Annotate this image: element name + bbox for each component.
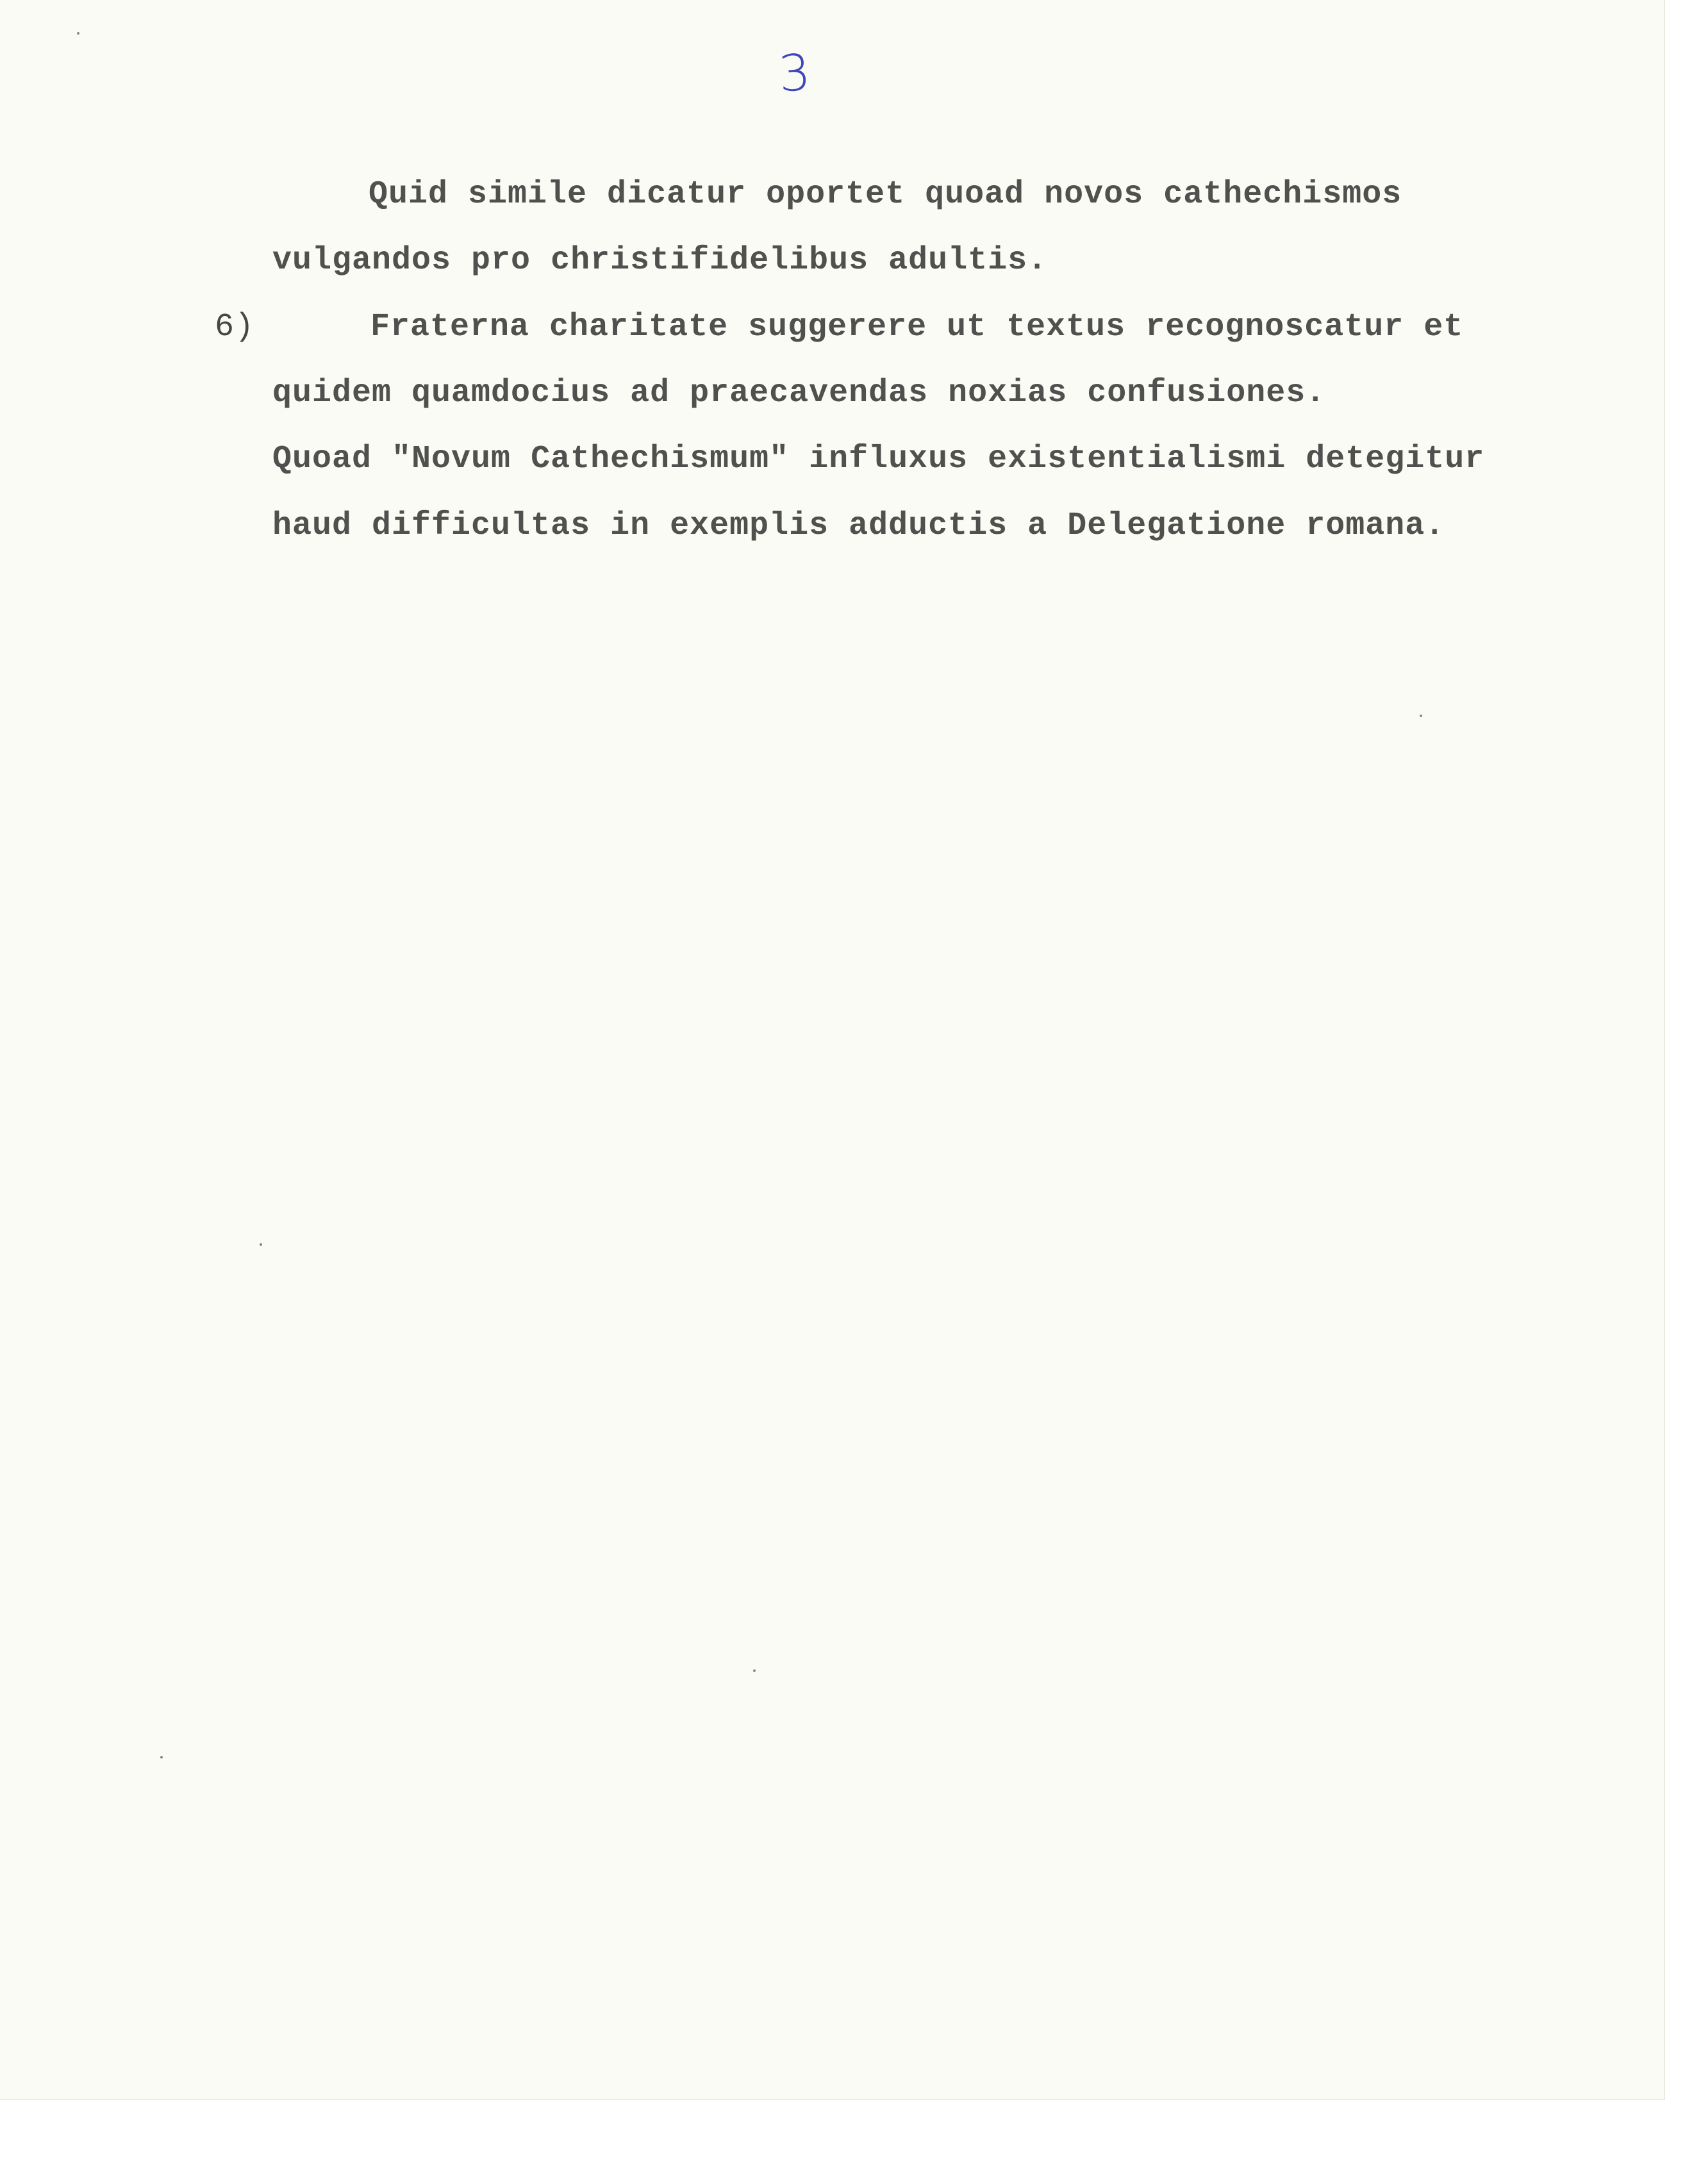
paper-speck [753,1669,756,1672]
handwritten-page-number: 3 [776,44,813,104]
paper-speck [260,1243,262,1246]
paper-speck [77,32,79,35]
text-line-6: haud difficultas in exemplis adductis a Delegatione romana. [272,508,1445,544]
paper-speck [1420,715,1422,717]
text-line-2: vulgandos pro christifidelibus adultis. [272,242,1048,279]
text-line-3: Fraterna charitate suggerere ut textus recognoscatur et [370,309,1464,345]
item-number-6: 6) [215,309,255,345]
paper-speck [160,1756,163,1758]
text-line-4: quidem quamdocius ad praecavendas noxias confusiones. [272,375,1326,411]
text-line-5: Quoad "Novum Cathechismum" influxus existentialismi detegitur [272,441,1485,477]
text-line-1: Quid simile dicatur oportet quoad novos cathechismos [369,176,1402,213]
